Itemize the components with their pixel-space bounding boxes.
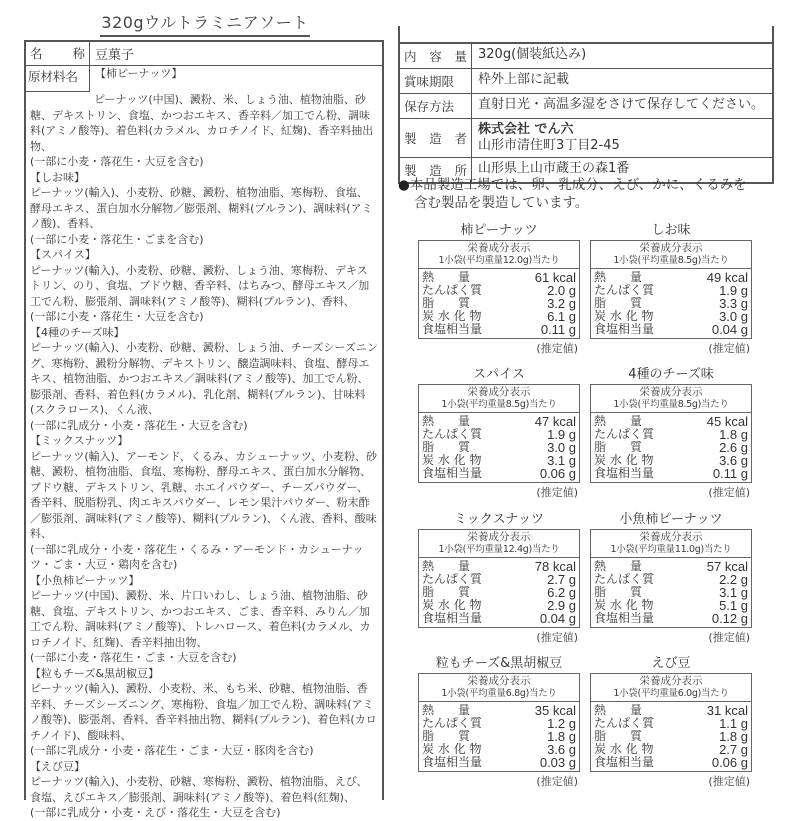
nutrient-label: 熱 量 [594, 270, 643, 284]
ingredients-body [26, 66, 382, 821]
ingredient-section [30, 666, 378, 759]
info-row-best-before [400, 69, 772, 94]
nutrient-label: 脂 質 [594, 296, 643, 310]
nutrient-label: たんぱく質 [594, 427, 655, 441]
info-value: 直射日光・高温多湿をさけて保存してください。 [478, 97, 765, 112]
nutrient-label: たんぱく質 [422, 572, 483, 586]
section-name: 【4種のチーズ味】 [30, 325, 125, 339]
nutrition-panel [418, 222, 580, 356]
nutrition-row [422, 467, 576, 480]
nutrition-box [590, 529, 752, 628]
nutrient-label: 脂 質 [422, 296, 471, 310]
info-row-storage [400, 94, 772, 119]
info-label: 賞味期限 [400, 69, 472, 93]
nutrient-value: 3.1 g [719, 585, 748, 600]
section-ingredients: ピーナッツ(輸入)、小麦粉、砂糖、澱粉、しょう油、チーズシーズニング、寒梅粉、澱粉分解物、デキストリン、醸造調味料、食塩、酵母エキス、植物油脂、かつおエキス／調味料(アミノ酸等)、加工でん粉、膨張剤、香料、着色料(カラメル)、乳化剤、糊料(プルラン)、甘味料(スクラロース)、くん液、 [30, 341, 378, 416]
nutrient-value: 3.3 g [719, 296, 748, 311]
nutrient-value: 47 kcal [534, 414, 576, 429]
section-name: 【小魚柿ピーナッツ】 [30, 573, 140, 587]
nutrient-value: 1.9 g [719, 283, 748, 298]
flavor-name: 小魚柿ピーナッツ [619, 512, 723, 527]
nutrient-label: 脂 質 [422, 585, 471, 599]
manufacturer-address: 山形市清住町3丁目2-45 [478, 138, 620, 153]
nutrition-header: 栄養成分表示 1小袋(平均重量12.0g)当たり [419, 241, 579, 269]
serving-size: 1小袋(平均重量12.0g)当たり [438, 255, 560, 266]
nutrient-label: 炭 水 化 物 [422, 598, 482, 612]
nutrient-value: 61 kcal [534, 270, 576, 285]
nutrient-value: 1.8 g [719, 729, 748, 744]
nutrient-label: 食塩相当量 [594, 322, 655, 336]
nutrient-value: 49 kcal [706, 270, 748, 285]
nutrition-header: 栄養成分表示 1小袋(平均重量11.0g)当たり [591, 530, 751, 558]
nutrition-box [590, 384, 752, 483]
nutrient-label: 熱 量 [422, 703, 471, 717]
estimate-note: (推定値) [708, 631, 750, 644]
section-allergen: (一部に乳成分・小麦・落花生・ごま・大豆・豚肉を含む) [30, 744, 314, 757]
serving-size: 1小袋(平均重量11.0g)当たり [610, 544, 732, 555]
nutrition-box [590, 673, 752, 772]
section-ingredients: ピーナッツ(輸入)、アーモンド、くるみ、カシューナッツ、小麦粉、砂糖、澱粉、植物油脂、食塩、寒梅粉、酵母エキス、蛋白加水分解物、ブドウ糖、デキストリン、乳糖、ホエイパウダー、チーズパウダー、香辛料、脱脂粉乳、肉エキスパウダー、レモン果汁パウダー、粉末酢／膨張剤、調味料(アミノ酸等)、糊料(プルラン)、くん液、香料、酸味料、 [30, 449, 378, 540]
nutrient-value: 0.03 g [539, 755, 576, 770]
nutrient-value: 6.1 g [547, 309, 576, 324]
section-allergen: (一部に小麦・落花生・ごま・大豆を含む) [30, 651, 237, 664]
nutrition-panel [418, 655, 580, 789]
info-value: 320g(個装紙込み) [478, 47, 587, 62]
nutrient-value: 0.06 g [539, 466, 576, 481]
nutrient-value: 2.6 g [719, 440, 748, 455]
nutrient-value: 2.7 g [547, 572, 576, 587]
section-allergen: (一部に乳成分・小麦・えび・落花生・大豆を含む) [30, 806, 281, 819]
estimate-note: (推定値) [536, 775, 578, 788]
flavor-name: 4種のチーズ味 [628, 367, 714, 382]
estimate-note: (推定値) [708, 775, 750, 788]
section-ingredients: ピーナッツ(中国)、澱粉、米、片口いわし、しょう油、植物油脂、砂糖、食塩、デキストリン、かつおエキス、ごま、香辛料、みりん／加工でん粉、調味料(アミノ酸等)、トレハロース、着色料(カラメル、カロチノイド、紅麹)、香辛料抽出物、 [30, 589, 371, 649]
nutrition-header: 栄養成分表示 1小袋(平均重量6.0g)当たり [591, 674, 751, 702]
nutrition-header: 栄養成分表示 1小袋(平均重量8.5g)当たり [591, 385, 751, 413]
nutrition-box [418, 529, 580, 628]
ingredient-section [30, 247, 378, 325]
info-row-content [400, 44, 772, 69]
nutrient-label: 熱 量 [594, 703, 643, 717]
flavor-name: しお味 [651, 223, 691, 238]
product-info-table [398, 42, 774, 184]
section-name: 【スパイス】 [30, 248, 96, 261]
info-label: 保存方法 [400, 94, 472, 118]
nutrition-row [422, 756, 576, 769]
serving-size: 1小袋(平均重量12.4g)当たり [438, 544, 560, 555]
nutrition-header: 栄養成分表示 1小袋(平均重量8.5g)当たり [419, 385, 579, 413]
nutrition-panel [590, 222, 752, 356]
nutrient-value: 1.8 g [719, 427, 748, 442]
section-ingredients: ピーナッツ(輸入)、澱粉、小麦粉、米、もち米、砂糖、植物油脂、香辛料、チーズシーズニング、寒梅粉、食塩／加工でん粉、調味料(アミノ酸等)、膨張剤、香料、香辛料抽出物、糊料(プルラン)、着色料(カロチノイド)、酸味料、 [30, 682, 377, 742]
estimate-note: (推定値) [708, 342, 750, 355]
ingredient-section [30, 759, 378, 821]
serving-size: 1小袋(平均重量6.8g)当たり [441, 688, 557, 699]
nutrient-label: 食塩相当量 [422, 755, 483, 769]
nutrient-value: 2.2 g [719, 572, 748, 587]
section-allergen: (一部に小麦・落花生・ごまを含む) [30, 232, 204, 246]
section-ingredients: ピーナッツ(輸入)、小麦粉、砂糖、澱粉、植物油脂、寒梅粉、食塩、酵母エキス、蛋白加水分解物／膨張剤、糊料(プルラン)、調味料(アミノ酸)、香料、 [30, 186, 373, 230]
nutrient-value: 3.0 g [719, 309, 748, 324]
nutrient-value: 1.1 g [719, 716, 748, 731]
nutrient-label: 熱 量 [594, 414, 643, 428]
nutrition-row [594, 467, 748, 480]
ingredient-section [30, 433, 378, 573]
nutrient-label: 熱 量 [594, 559, 643, 573]
ingredient-section [30, 573, 378, 666]
nutrition-row [422, 612, 576, 625]
section-name: 【ミックスナッツ】 [30, 434, 129, 447]
ingredient-section [30, 325, 378, 434]
flavor-name: 柿ピーナッツ [460, 223, 538, 238]
section-ingredients: ピーナッツ(輸入)、小麦粉、砂糖、澱粉、しょう油、寒梅粉、デキストリン、のり、食塩、ブドウ糖、香辛料、はちみつ、酵母エキス／加工でん粉、膨張剤、調味料(アミノ酸等)、糊料(プルラン)、香料、 [30, 263, 370, 308]
nutrition-header: 栄養成分表示 1小袋(平均重量12.4g)当たり [419, 530, 579, 558]
name-row [26, 42, 382, 66]
nutrient-value: 57 kcal [706, 559, 748, 574]
name-label: 名 称 [26, 42, 90, 65]
nutrient-label: 炭 水 化 物 [422, 453, 482, 467]
nutrient-value: 0.06 g [711, 755, 748, 770]
nutrient-label: たんぱく質 [594, 716, 655, 730]
nutrient-label: 炭 水 化 物 [594, 742, 654, 756]
section-allergen: (一部に小麦・落花生・大豆を含む) [30, 310, 204, 323]
estimate-note: (推定値) [536, 342, 578, 355]
info-value: 枠外上部に記載 [478, 72, 570, 87]
nutrient-label: たんぱく質 [594, 572, 655, 586]
nutrient-label: 脂 質 [594, 729, 643, 743]
name-value: 豆菓子 [95, 48, 135, 63]
nutrient-label: たんぱく質 [594, 283, 655, 297]
info-label: 製 造 所 [400, 158, 472, 182]
nutrition-box [418, 384, 580, 483]
nutrient-label: 炭 水 化 物 [422, 309, 482, 323]
section-allergen: (一部に乳成分・小麦・落花生・大豆を含む) [30, 418, 248, 432]
nutrient-value: 0.04 g [539, 611, 576, 626]
nutrition-panel [590, 511, 752, 645]
ingredients-table [24, 40, 384, 819]
product-title: 320gウルトラミニアソート [100, 10, 310, 37]
nutrient-label: 脂 質 [422, 729, 471, 743]
nutrient-value: 2.9 g [547, 598, 576, 613]
nutrition-panel [418, 366, 580, 500]
nutrient-value: 45 kcal [706, 414, 748, 429]
nutrient-value: 3.1 g [547, 453, 576, 468]
section-allergen: (一部に小麦・落花生・大豆を含む) [30, 155, 204, 168]
nutrient-label: 脂 質 [594, 585, 643, 599]
info-label: 製 造 者 [400, 119, 472, 157]
nutrient-value: 3.2 g [547, 296, 576, 311]
nutrient-value: 1.8 g [547, 729, 576, 744]
ingredient-section [30, 92, 378, 170]
nutrition-row [594, 323, 748, 336]
nutrient-value: 3.0 g [547, 440, 576, 455]
nutrient-value: 31 kcal [706, 703, 748, 718]
nutrition-box [418, 673, 580, 772]
nutrient-value: 1.9 g [547, 427, 576, 442]
section-name: 【粒もチーズ&黒胡椒豆】 [30, 666, 160, 680]
section-allergen: (一部に乳成分・小麦・落花生・くるみ・アーモンド・カシューナッツ・ごま・大豆・鶏肉を含む) [30, 542, 364, 571]
section-name: 【しお味】 [30, 170, 85, 184]
estimate-note: (推定値) [536, 486, 578, 499]
nutrient-label: 炭 水 化 物 [594, 309, 654, 323]
nutrient-value: 1.2 g [547, 716, 576, 731]
flavor-name: 粒もチーズ&黒胡椒豆 [435, 656, 563, 671]
nutrition-panel [418, 511, 580, 645]
nutrient-label: 熱 量 [422, 270, 471, 284]
nutrient-value: 0.11 g [540, 322, 576, 337]
nutrient-value: 78 kcal [534, 559, 576, 574]
flavor-name: ミックスナッツ [453, 512, 545, 527]
estimate-note: (推定値) [708, 486, 750, 499]
nutrition-box [418, 240, 580, 339]
nutrient-value: 2.0 g [547, 283, 576, 298]
section-name: 【えび豆】 [30, 759, 85, 773]
nutrient-label: 炭 水 化 物 [422, 742, 482, 756]
nutrition-row [594, 612, 748, 625]
section-ingredients: ピーナッツ(輸入)、小麦粉、砂糖、寒梅粉、澱粉、植物油脂、えび、食塩、えびエキス／膨張剤、調味料(アミノ酸等)、着色料(紅麹)、 [30, 775, 368, 804]
bullet-icon: ● [398, 177, 410, 193]
info-value: 山形県上山市蔵王の森1番 [478, 161, 630, 176]
section-name: 【柿ピーナッツ】 [95, 67, 183, 80]
nutrition-header: 栄養成分表示 1小袋(平均重量6.8g)当たり [419, 674, 579, 702]
nutrient-label: 熱 量 [422, 559, 471, 573]
allergen-notice: ●本品製造工場では、卵、乳成分、えび、かに、くるみを 含む製品を製造しています。 [398, 177, 747, 211]
nutrient-label: 食塩相当量 [594, 611, 655, 625]
nutrient-label: 食塩相当量 [422, 611, 483, 625]
nutrition-box [590, 240, 752, 339]
nutrient-label: 炭 水 化 物 [594, 453, 654, 467]
nutrition-header: 栄養成分表示 1小袋(平均重量8.5g)当たり [591, 241, 751, 269]
nutrient-label: たんぱく質 [422, 716, 483, 730]
nutrient-value: 0.12 g [711, 611, 748, 626]
ingredients-label: 原材料名 [26, 66, 90, 92]
nutrient-value: 6.2 g [547, 585, 576, 600]
nutrient-value: 2.7 g [719, 742, 748, 757]
nutrient-label: 食塩相当量 [594, 466, 655, 480]
nutrient-label: 脂 質 [422, 440, 471, 454]
nutrient-label: 食塩相当量 [422, 466, 483, 480]
nutrition-row [594, 756, 748, 769]
nutrient-label: 食塩相当量 [594, 755, 655, 769]
estimate-note: (推定値) [536, 631, 578, 644]
info-value [472, 119, 772, 157]
serving-size: 1小袋(平均重量6.0g)当たり [613, 688, 729, 699]
section-ingredients: ピーナッツ(中国)、澱粉、米、しょう油、植物油脂、砂糖、デキストリン、食塩、かつおエキス、香辛料／加工でん粉、調味料(アミノ酸等)、着色料(カラメル、カロチノイド、紅麹)、香辛料抽出物、 [30, 93, 374, 153]
info-row-manufacturer [400, 119, 772, 158]
nutrient-label: 食塩相当量 [422, 322, 483, 336]
nutrient-value: 0.11 g [712, 466, 748, 481]
nutrient-label: 熱 量 [422, 414, 471, 428]
nutrient-label: たんぱく質 [422, 283, 483, 297]
serving-size: 1小袋(平均重量8.5g)当たり [441, 399, 557, 410]
serving-size: 1小袋(平均重量8.5g)当たり [613, 255, 729, 266]
nutrient-value: 3.6 g [719, 453, 748, 468]
nutrient-value: 35 kcal [534, 703, 576, 718]
serving-size: 1小袋(平均重量8.5g)当たり [613, 399, 729, 410]
ingredient-section [30, 170, 378, 248]
manufacturer-name: 株式会社 でん六 [478, 122, 574, 137]
nutrient-value: 5.1 g [719, 598, 748, 613]
info-label: 内 容 量 [400, 44, 472, 68]
nutrient-value: 0.04 g [711, 322, 748, 337]
nutrition-panel [590, 366, 752, 500]
nutrient-value: 3.6 g [547, 742, 576, 757]
nutrition-panel [590, 655, 752, 789]
flavor-name: えび豆 [651, 656, 691, 671]
nutrient-label: 脂 質 [594, 440, 643, 454]
nutrient-label: たんぱく質 [422, 427, 483, 441]
nutrition-row [422, 323, 576, 336]
flavor-name: スパイス [473, 367, 525, 382]
nutrient-label: 炭 水 化 物 [594, 598, 654, 612]
